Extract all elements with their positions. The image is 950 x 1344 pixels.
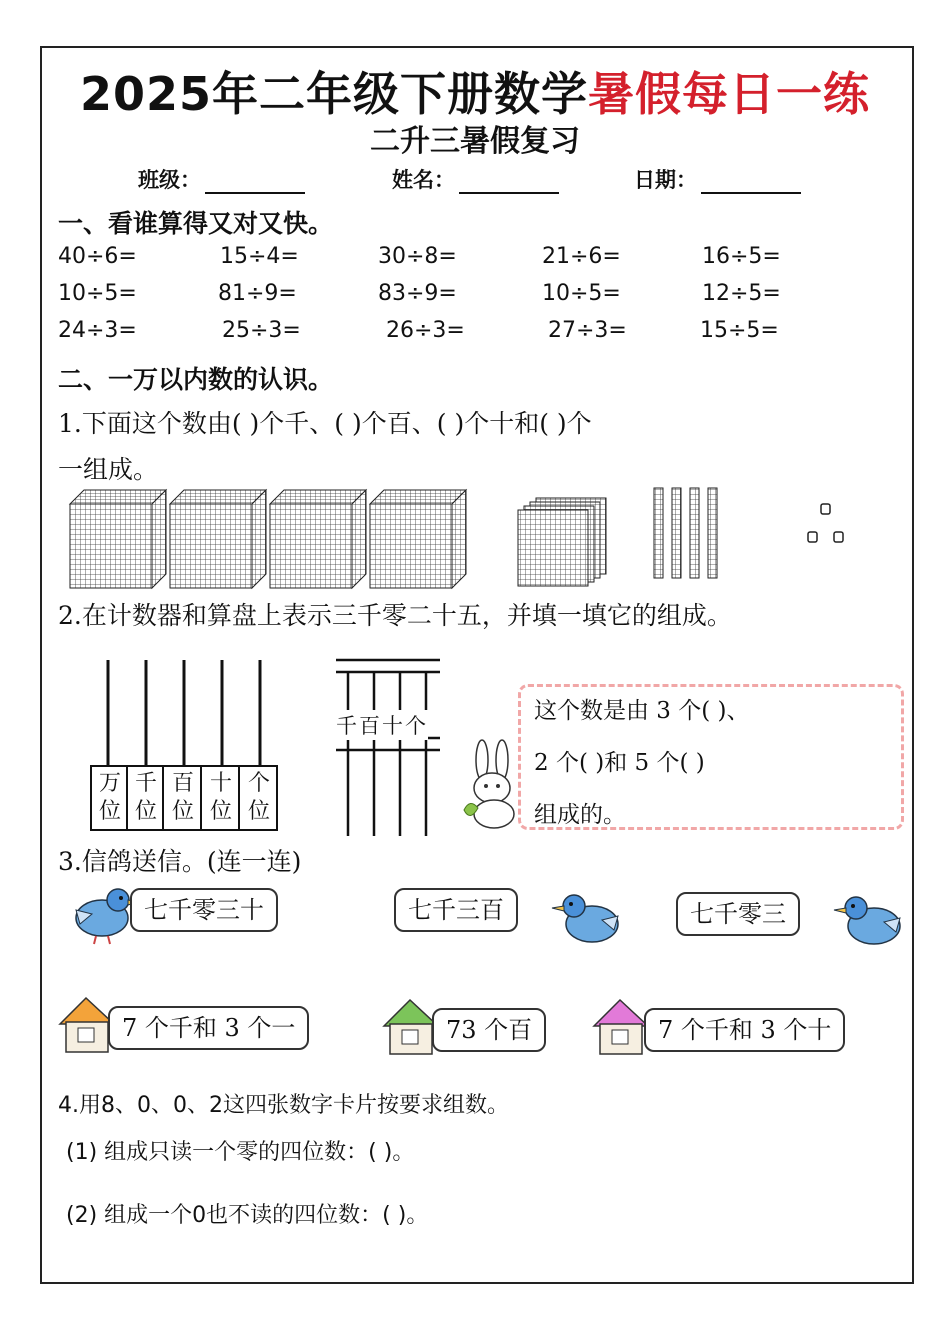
fill-line2: 2 个( )和 5 个( )	[534, 750, 705, 776]
thousand-cube-3	[270, 490, 366, 588]
house-card-1[interactable]: 7 个千和 3 个一	[108, 1006, 309, 1050]
q2-text: 2.在计数器和算盘上表示三千零二十五，并填一填它的组成。	[58, 601, 732, 630]
abacus-frame	[332, 654, 444, 840]
calc-item: 16÷5=	[702, 244, 781, 269]
counter-label-ge: 个 位	[247, 771, 270, 824]
counter-label-bai: 百 位	[171, 771, 194, 824]
calc-item: 21÷6=	[542, 244, 621, 269]
house-icon	[590, 996, 650, 1058]
counter-label-qian: 千 位	[134, 771, 157, 824]
calc-item: 12÷5=	[702, 281, 781, 306]
fill-line3: 组成的。	[534, 802, 626, 828]
q4-text: 4.用8、0、0、2这四张数字卡片按要求组数。	[58, 1093, 509, 1118]
class-field[interactable]	[138, 164, 305, 194]
calc-item: 83÷9=	[378, 281, 457, 306]
counter-label-shi: 十 位	[209, 771, 232, 824]
q3-text: 3.信鸽送信。(连一连)	[58, 847, 302, 876]
counter-label-wan: 万 位	[98, 771, 121, 824]
calc-item: 27÷3=	[548, 318, 627, 343]
abacus-labels: 千百十个	[336, 710, 428, 740]
calc-item: 30÷8=	[378, 244, 457, 269]
house-icon	[56, 994, 116, 1056]
calc-item: 10÷5=	[58, 281, 137, 306]
house-icon	[380, 996, 440, 1058]
name-label: 姓名：	[392, 168, 455, 192]
calc-item: 81÷9=	[218, 281, 297, 306]
calc-item: 10÷5=	[542, 281, 621, 306]
calc-item: 15÷5=	[700, 318, 779, 343]
q1-line1: 1.下面这个数由( )个千、( )个百、( )个十和( )个	[58, 409, 592, 438]
date-blank[interactable]	[701, 172, 801, 194]
calc-item: 24÷3=	[58, 318, 137, 343]
house-card-3[interactable]: 7 个千和 3 个十	[644, 1008, 845, 1052]
one-cubes	[808, 504, 843, 542]
calc-item: 40÷6=	[58, 244, 137, 269]
page-subtitle: 二升三暑假复习	[370, 124, 580, 159]
class-blank[interactable]	[205, 172, 305, 194]
ten-rods	[654, 488, 717, 578]
letter-card-1[interactable]: 七千零三十	[130, 888, 278, 932]
name-field[interactable]	[392, 164, 559, 194]
letter-card-2[interactable]: 七千三百	[394, 888, 518, 932]
section2-heading: 二、一万以内数的认识。	[58, 365, 334, 394]
title-red: 暑假每日一练	[588, 67, 871, 121]
letter-card-3[interactable]: 七千零三	[676, 892, 800, 936]
thousand-cube-1	[70, 490, 166, 588]
q4-part1: (1) 组成只读一个零的四位数：( )。	[66, 1140, 415, 1165]
name-blank[interactable]	[459, 172, 559, 194]
rabbit-icon	[460, 738, 526, 830]
date-field[interactable]	[634, 164, 801, 194]
calc-item: 25÷3=	[222, 318, 301, 343]
class-label: 班级：	[138, 168, 201, 192]
section1-heading: 一、看谁算得又对又快。	[58, 209, 334, 238]
page-title	[0, 58, 950, 124]
house-card-2[interactable]: 73 个百	[432, 1008, 546, 1052]
base-ten-blocks	[60, 484, 860, 594]
title-main: 2025年二年级下册数学	[79, 67, 589, 121]
fill-line1: 这个数是由 3 个( )、	[534, 698, 750, 724]
q4-part2: (2) 组成一个0也不读的四位数：( )。	[66, 1203, 429, 1228]
pigeon-icon	[66, 880, 138, 946]
calc-item: 26÷3=	[386, 318, 465, 343]
hundred-flats	[518, 498, 606, 586]
pigeon-icon	[832, 886, 910, 952]
q1-line2: 一组成。	[58, 455, 159, 484]
pigeon-icon	[548, 884, 628, 950]
date-label: 日期：	[634, 168, 697, 192]
thousand-cube-2	[170, 490, 266, 588]
calc-item: 15÷4=	[220, 244, 299, 269]
thousand-cube-4	[370, 490, 466, 588]
